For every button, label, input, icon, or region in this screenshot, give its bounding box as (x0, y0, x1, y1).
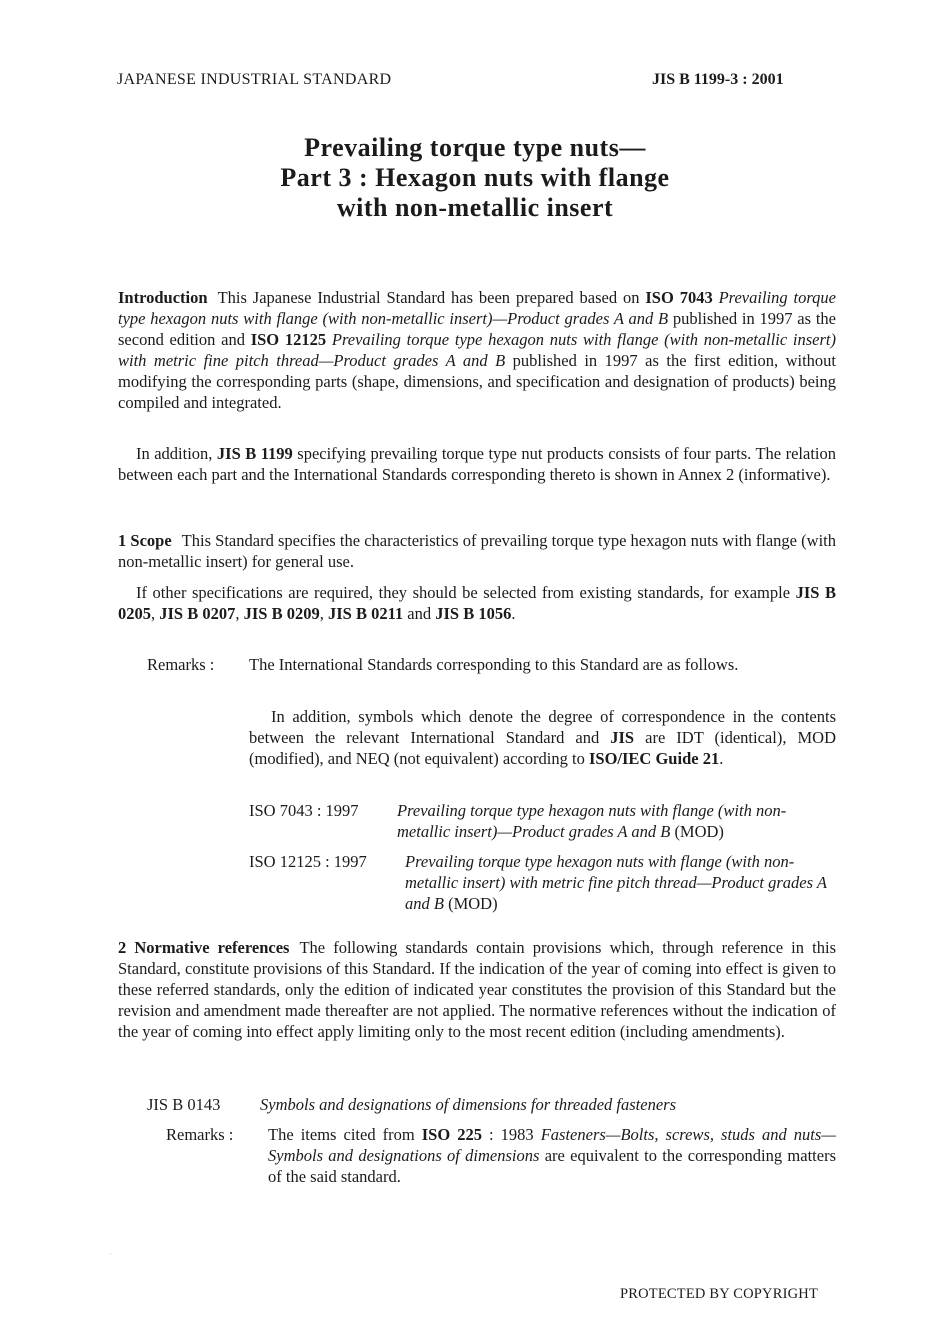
introduction-heading: Introduction (118, 288, 208, 307)
document-title (100, 133, 850, 223)
standard-number-header: JIS B 1199-3 : 2001 (652, 71, 784, 88)
normative-remarks-label: Remarks : (166, 1125, 234, 1144)
iso-7043-title: Prevailing torque type hexagon nuts with flange (with non-metallic insert)—Product grades A and B (MOD) (397, 801, 787, 841)
title-line-2: Part 3 : Hexagon nuts with flange (280, 163, 670, 192)
iso-12125-title: Prevailing torque type hexagon nuts with flange (with non-metallic insert) with metric fine pitch thread—Product grades A and B (MOD) (405, 852, 827, 913)
scope-remarks-paragraph-2: In addition, symbols which denote the degree of correspondence in the contents between the relevant International Standard and JIS are IDT (identical), MOD (modified), and NEQ (not equivalent) according to ISO/IEC Guide 21. (249, 707, 836, 768)
scan-speck (110, 1253, 111, 1254)
jis-b-0143-code: JIS B 0143 (147, 1095, 221, 1114)
introduction-paragraph-2: In addition, JIS B 1199 specifying prevailing torque type nut products consists of four parts. The relation between each part and the International Standards corresponding thereto is shown in Annex 2 (informative). (118, 444, 836, 484)
normative-remarks-text: The items cited from ISO 225 : 1983 Fasteners—Bolts, screws, studs and nuts—Symbols and designations of dimensions are equivalent to the corresponding matters of the said standard. (268, 1125, 836, 1186)
scope-remarks-label: Remarks : (147, 655, 215, 674)
title-line-1: Prevailing torque type nuts— (304, 133, 646, 162)
scope-paragraph: 1 Scope This Standard specifies the characteristics of prevailing torque type hexagon nuts with flange (with non-metallic insert) for general use. (118, 531, 836, 571)
introduction-paragraph: Introduction This Japanese Industrial Standard has been prepared based on ISO 7043 Prevailing torque type hexagon nuts with flange (with non-metallic insert)—Product grades A and B published in 1997 as the second edition and ISO 12125 Prevailing torque type hexagon nuts with flange (with non-metallic insert) with metric fine pitch thread—Product grades A and B published in 1997 as the first edition, without modifying the corresponding parts (shape, dimensions, and specification and designation of products) being compiled and integrated. (118, 288, 837, 412)
jis-b-0143-title: Symbols and designations of dimensions for threaded fasteners (260, 1095, 676, 1114)
copyright-footer: PROTECTED BY COPYRIGHT (620, 1286, 819, 1302)
ref-iso-12125: ISO 12125 (250, 330, 327, 349)
standard-type-header: JAPANESE INDUSTRIAL STANDARD (117, 71, 392, 88)
scope-heading: 1 Scope (118, 531, 172, 550)
title-line-3: with non-metallic insert (336, 193, 614, 222)
normative-references-heading: 2 Normative references (118, 938, 290, 957)
iso-7043-code: ISO 7043 : 1997 (249, 801, 359, 820)
ref-iso-7043: ISO 7043 (645, 288, 713, 307)
normative-references-paragraph: 2 Normative references The following standards contain provisions which, through reference in this Standard, constitute provisions of this Standard. If the indication of the year of coming into effect is given to these referred standards, only the edition of indicated year constitutes the provision of this Standard but the revision and amendment made thereafter are not applied. The normative references without the indication of the year of coming into effect apply limiting only to the most recent edition (including amendments). (118, 938, 836, 1041)
iso-12125-code: ISO 12125 : 1997 (249, 852, 367, 871)
ref-jis-b-1199: JIS B 1199 (216, 444, 293, 463)
scope-remarks-text: The International Standards corresponding to this Standard are as follows. (249, 655, 739, 674)
scope-paragraph-2: If other specifications are required, they should be selected from existing standards, for example JIS B 0205, JIS B 0207, JIS B 0209, JIS B 0211 and JIS B 1056. (118, 583, 836, 623)
